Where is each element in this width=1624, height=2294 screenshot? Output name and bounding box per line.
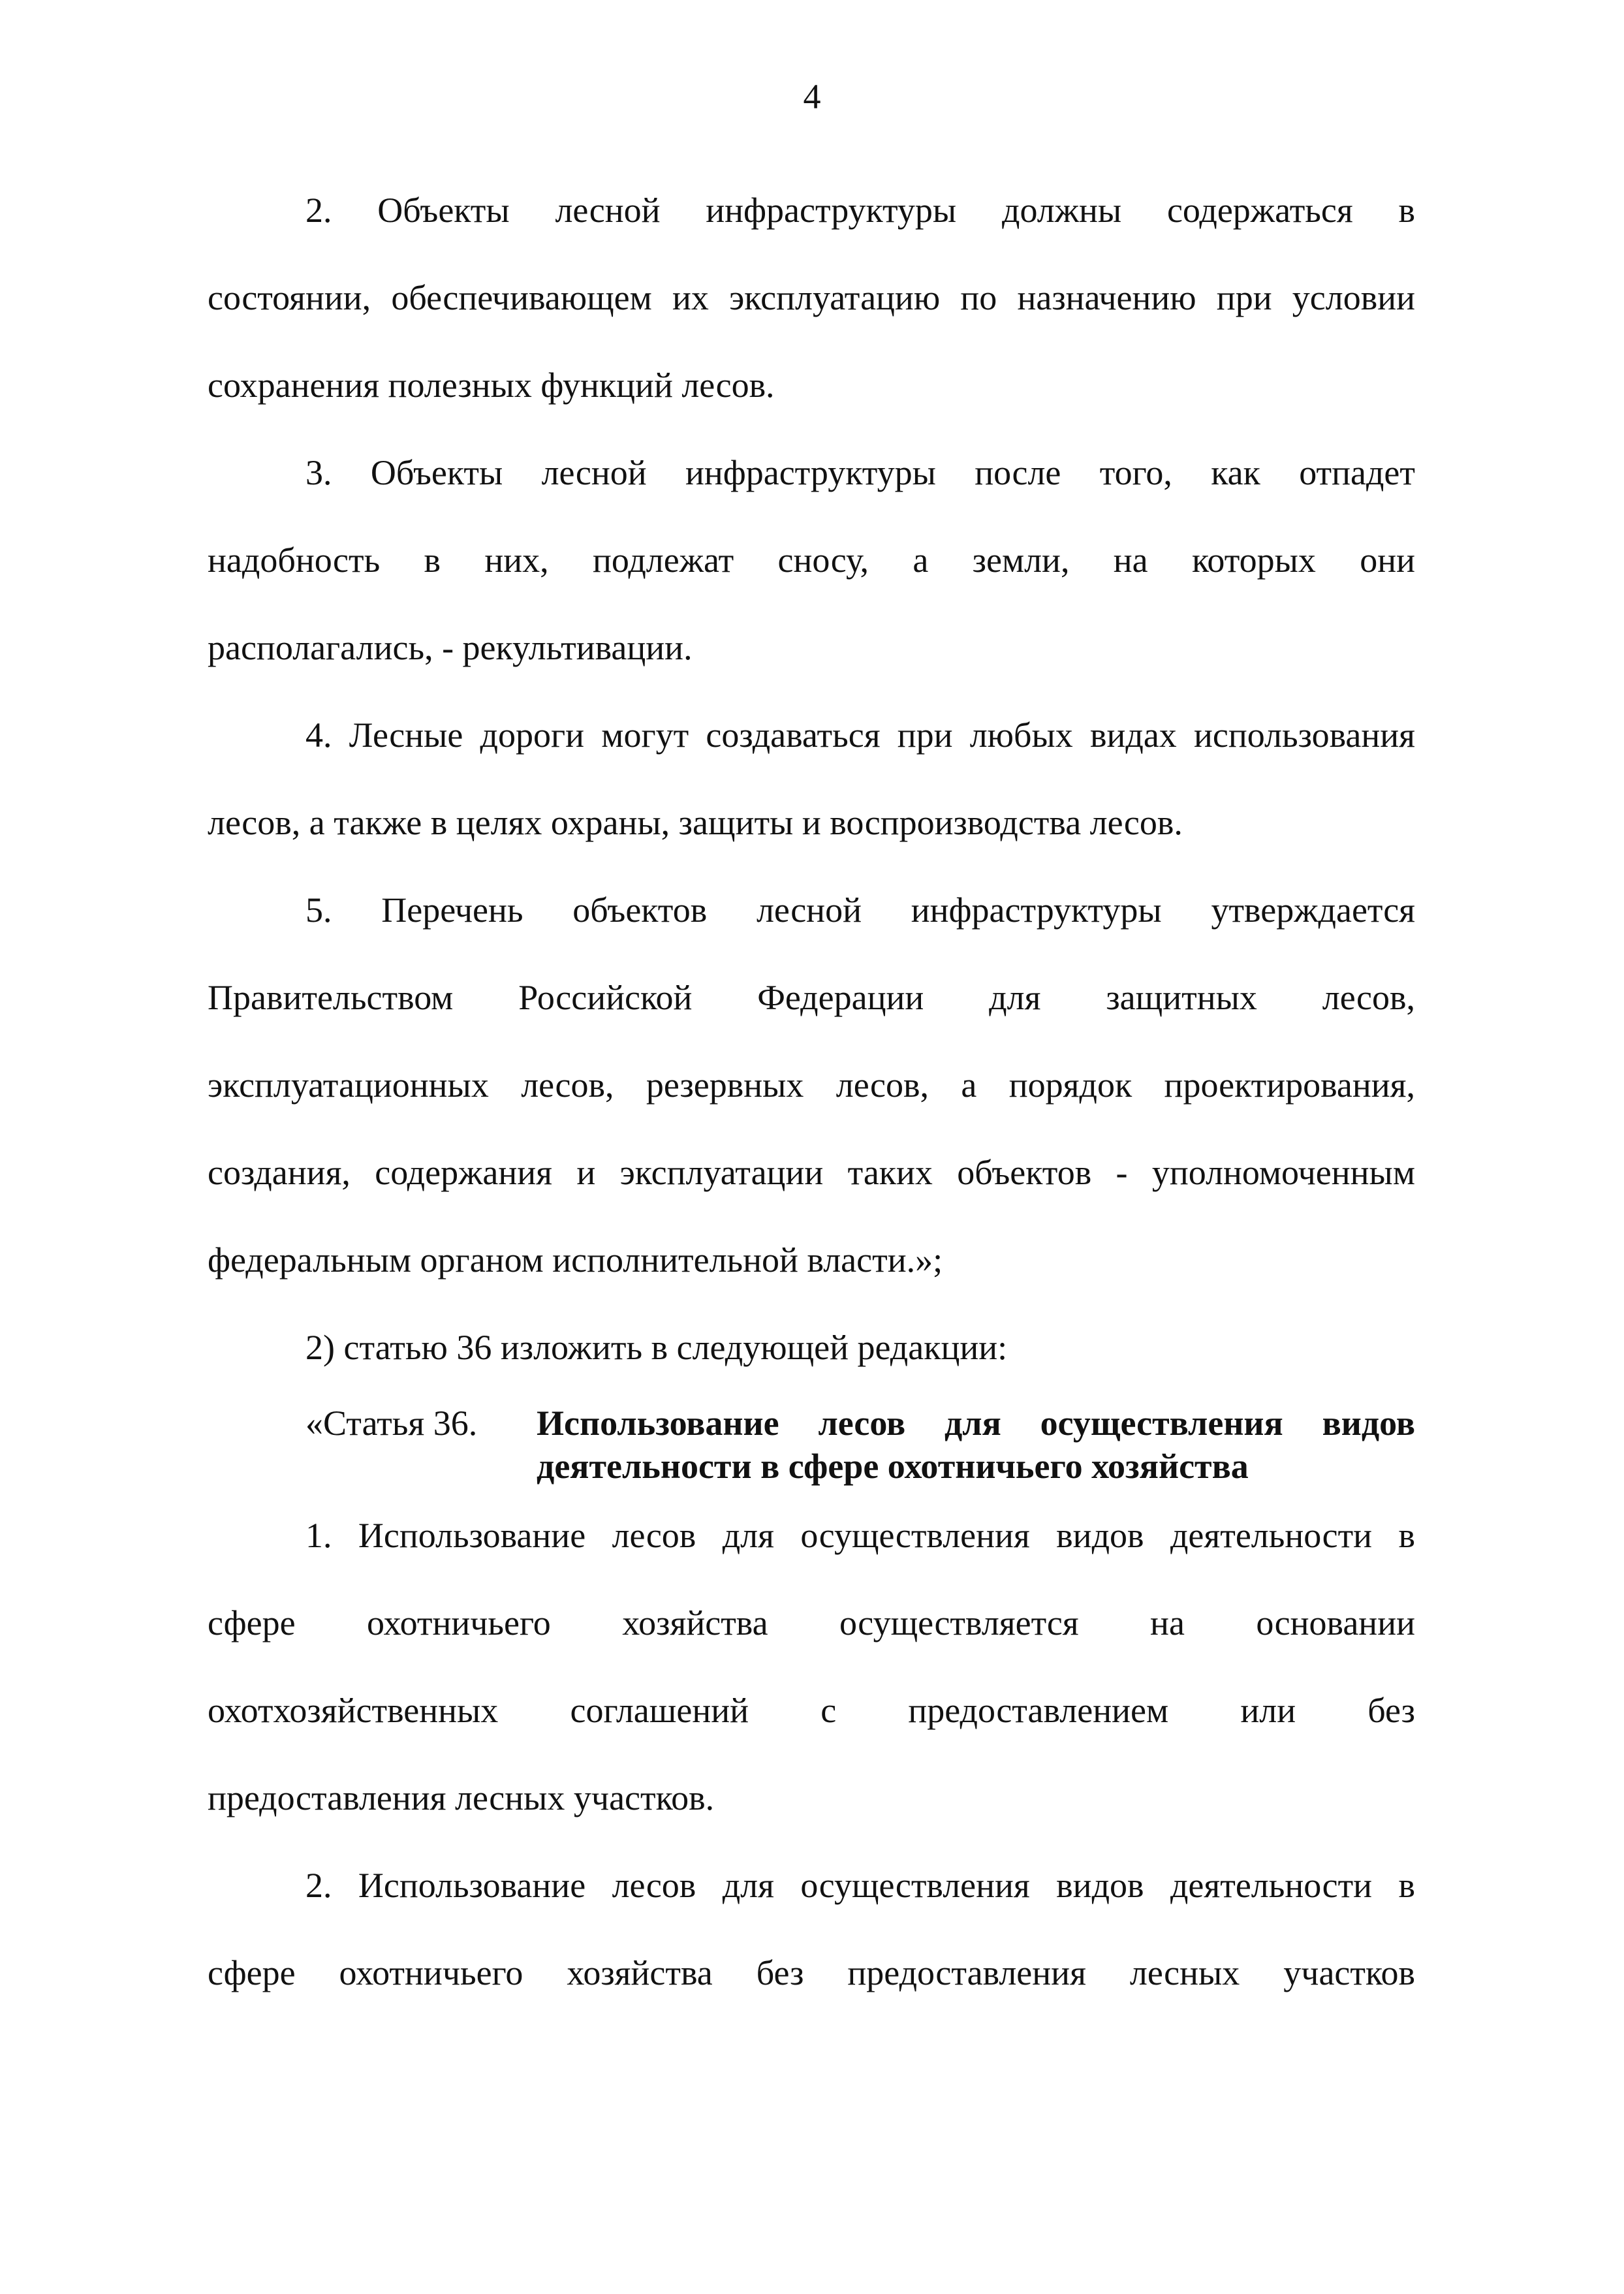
text-line: Правительством Российской Федерации для защитных лесов, — [208, 978, 1415, 1017]
text-line: 4. Лесные дороги могут создаваться при любых видах использования — [305, 715, 1415, 755]
page-number: 4 — [803, 77, 821, 116]
text-line: располагались, - рекультивации. — [208, 628, 693, 667]
text-line: 2. Использование лесов для осуществления видов деятельности в — [305, 1866, 1415, 1905]
paragraph-4 — [208, 691, 1415, 866]
article-number: «Статья 36. — [305, 1404, 478, 1443]
paragraph-3 — [208, 429, 1415, 691]
text-line: 2) статью 36 изложить в следующей редакции: — [305, 1328, 1008, 1367]
text-line: лесов, а также в целях охраны, защиты и воспроизводства лесов. — [208, 803, 1183, 842]
text-line: охотхозяйственных соглашений с предоставлением или без — [208, 1691, 1415, 1730]
paragraph-2 — [208, 166, 1415, 429]
article-title-line: Использование лесов для осуществления видов — [537, 1404, 1415, 1443]
paragraph-5 — [208, 866, 1415, 1304]
text-line: 3. Объекты лесной инфраструктуры после того, как отпадет — [305, 453, 1415, 492]
article-heading — [208, 1392, 1415, 1492]
article-paragraph-2 — [208, 1842, 1415, 2017]
text-line: состоянии, обеспечивающем их эксплуатацию по назначению при условии — [208, 278, 1415, 317]
text-line: сфере охотничьего хозяйства без предоставления лесных участков — [208, 1953, 1415, 1992]
amendment-item-2 — [208, 1304, 1415, 1391]
article-title — [537, 1402, 1415, 1488]
text-line: 5. Перечень объектов лесной инфраструктуры утверждается — [305, 890, 1415, 930]
text-line: 1. Использование лесов для осуществления видов деятельности в — [305, 1516, 1415, 1555]
text-line: 2. Объекты лесной инфраструктуры должны содержаться в — [305, 191, 1415, 230]
text-line: федеральным органом исполнительной власти.»; — [208, 1240, 943, 1280]
text-line: создания, содержания и эксплуатации таких объектов - уполномоченным — [208, 1153, 1415, 1192]
article-paragraph-1 — [208, 1492, 1415, 1842]
article-title-line: деятельности в сфере охотничьего хозяйства — [537, 1447, 1249, 1486]
text-line: предоставления лесных участков. — [208, 1778, 715, 1817]
text-line: эксплуатационных лесов, резервных лесов, а порядок проектирования, — [208, 1065, 1415, 1105]
text-line: надобность в них, подлежат сносу, а земли, на которых они — [208, 541, 1415, 580]
document-body — [208, 166, 1415, 2017]
text-line: сохранения полезных функций лесов. — [208, 366, 775, 405]
text-line: сфере охотничьего хозяйства осуществляется на основании — [208, 1603, 1415, 1642]
